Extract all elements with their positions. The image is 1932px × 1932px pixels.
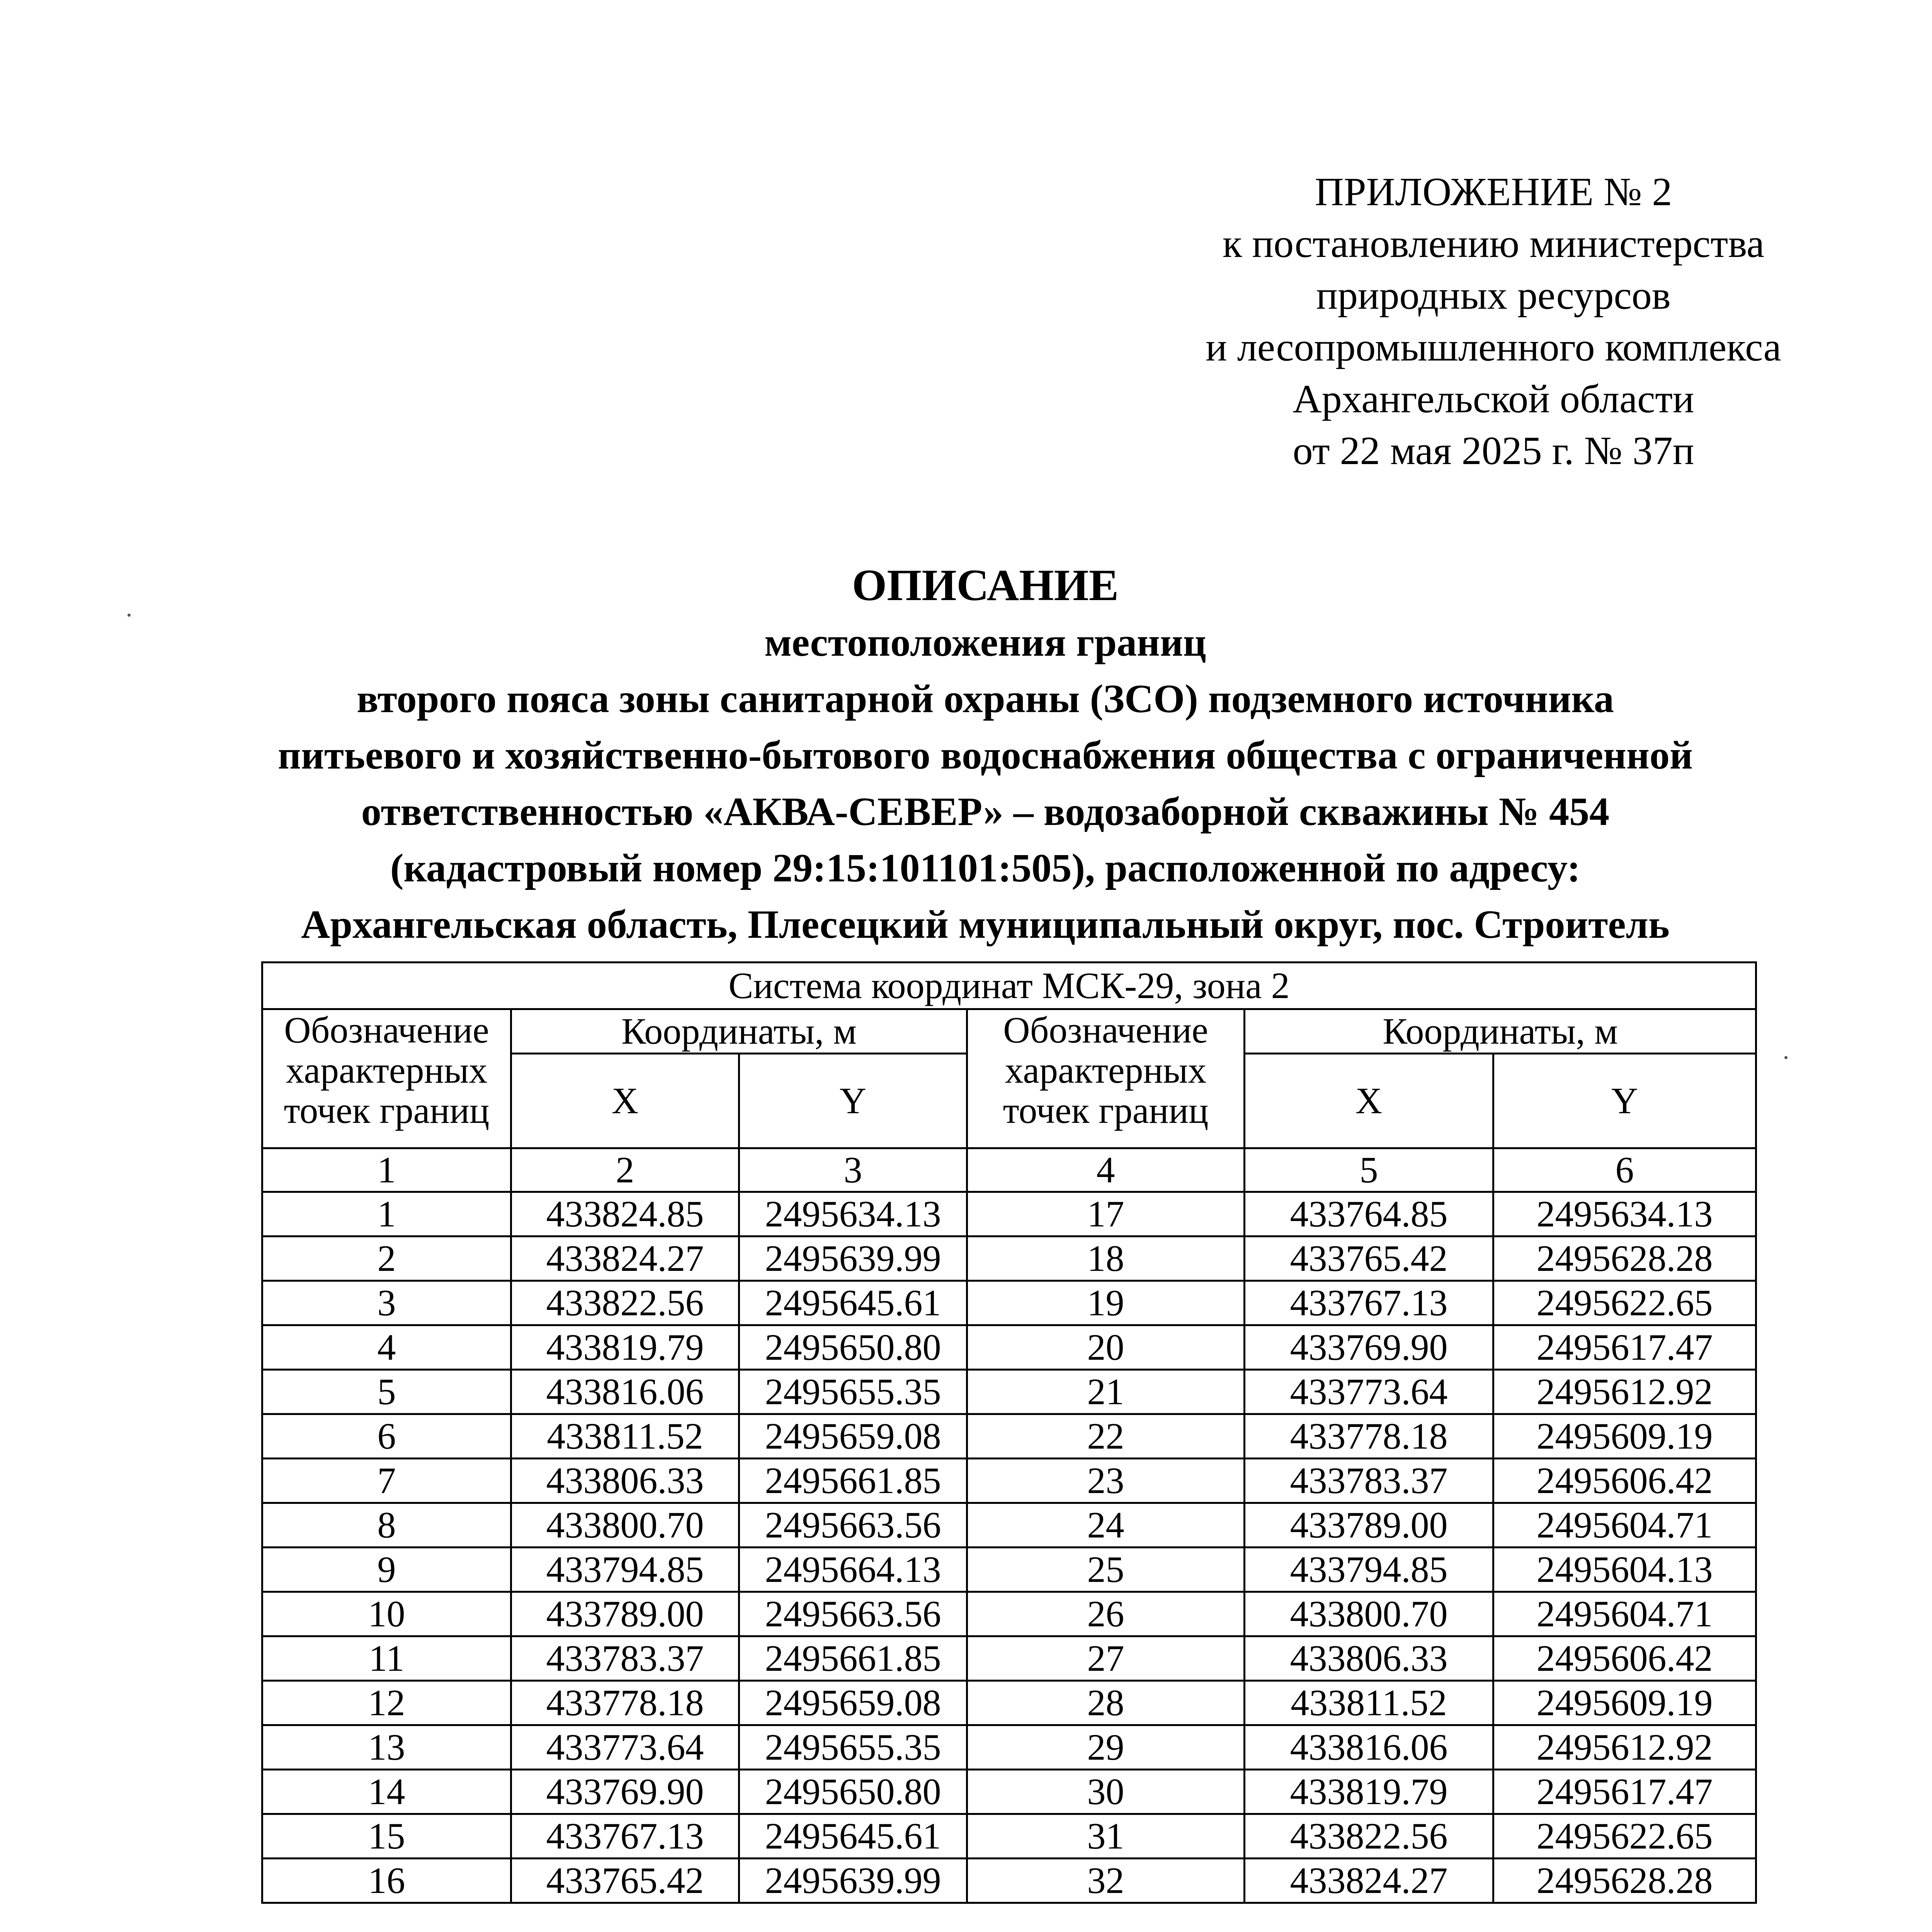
x-header: X: [511, 1054, 739, 1148]
point-number: 30: [967, 1770, 1245, 1814]
appendix-line: Архангельской области: [1293, 377, 1694, 421]
coordinates-table: [261, 961, 1757, 1904]
point-number: 10: [262, 1592, 511, 1636]
table-row: [262, 1281, 1756, 1325]
point-number: 6: [262, 1414, 511, 1459]
coord-x: 433767.13: [1245, 1281, 1493, 1325]
column-number: 6: [1493, 1148, 1756, 1192]
appendix-line: ПРИЛОЖЕНИЕ № 2: [1315, 170, 1672, 214]
point-number: 12: [262, 1681, 511, 1725]
point-number: 16: [262, 1859, 511, 1903]
point-number: 27: [967, 1636, 1245, 1681]
coord-y: 2495659.08: [739, 1681, 967, 1725]
title-line: местоположения границ: [764, 620, 1206, 665]
coord-x: 433794.85: [1245, 1548, 1493, 1592]
coord-x: 433794.85: [511, 1548, 739, 1592]
scan-speck: [128, 614, 131, 617]
coord-x: 433765.42: [1245, 1236, 1493, 1281]
coord-y: 2495655.35: [739, 1725, 967, 1770]
document-title: [116, 556, 1855, 953]
coord-y: 2495634.13: [739, 1192, 967, 1236]
column-number-row: [262, 1148, 1756, 1192]
coord-y: 2495606.42: [1493, 1459, 1756, 1503]
point-number: 23: [967, 1459, 1245, 1503]
table-row: [262, 1814, 1756, 1859]
system-row: [262, 963, 1756, 1009]
coords-header: Координаты, м: [1245, 1009, 1756, 1054]
coord-x: 433824.27: [1245, 1859, 1493, 1903]
point-number: 7: [262, 1459, 511, 1503]
table-row: [262, 1503, 1756, 1548]
coord-x: 433769.90: [1245, 1325, 1493, 1370]
point-number: 9: [262, 1548, 511, 1592]
coord-x: 433767.13: [511, 1814, 739, 1859]
coord-y: 2495639.99: [739, 1859, 967, 1903]
table-row: [262, 1414, 1756, 1459]
scan-speck: [1784, 1056, 1787, 1059]
coord-y: 2495628.28: [1493, 1236, 1756, 1281]
table-row: [262, 1725, 1756, 1770]
coord-x: 433769.90: [511, 1770, 739, 1814]
coord-x: 433764.85: [1245, 1192, 1493, 1236]
point-number: 24: [967, 1503, 1245, 1548]
point-number: 25: [967, 1548, 1245, 1592]
coord-x: 433783.37: [511, 1636, 739, 1681]
title-line: Архангельская область, Плесецкий муниципальный округ, пос. Строитель: [301, 902, 1670, 947]
y-header: Y: [1493, 1054, 1756, 1148]
point-number: 11: [262, 1636, 511, 1681]
point-header: Обозначение характерных точек границ: [967, 1009, 1245, 1148]
coord-y: 2495617.47: [1493, 1325, 1756, 1370]
coord-x: 433783.37: [1245, 1459, 1493, 1503]
appendix-line: и лесопромышленного комплекса: [1206, 325, 1781, 369]
column-number: 3: [739, 1148, 967, 1192]
coord-y: 2495609.19: [1493, 1414, 1756, 1459]
coord-x: 433778.18: [1245, 1414, 1493, 1459]
table-row: [262, 1859, 1756, 1903]
coords-header: Координаты, м: [511, 1009, 967, 1054]
coord-y: 2495639.99: [739, 1236, 967, 1281]
appendix-line: к постановлению министерства: [1222, 221, 1765, 266]
coord-y: 2495661.85: [739, 1636, 967, 1681]
coord-y: 2495645.61: [739, 1814, 967, 1859]
column-number: 4: [967, 1148, 1245, 1192]
point-number: 13: [262, 1725, 511, 1770]
table-row: [262, 1770, 1756, 1814]
point-number: 31: [967, 1814, 1245, 1859]
coord-x: 433806.33: [511, 1459, 739, 1503]
coord-x: 433811.52: [511, 1414, 739, 1459]
coord-y: 2495612.92: [1493, 1725, 1756, 1770]
point-header: Обозначение характерных точек границ: [262, 1009, 511, 1148]
coord-y: 2495622.65: [1493, 1814, 1756, 1859]
coord-x: 433800.70: [511, 1503, 739, 1548]
coord-x: 433816.06: [1245, 1725, 1493, 1770]
x-header: X: [1245, 1054, 1493, 1148]
y-header: Y: [739, 1054, 967, 1148]
point-number: 18: [967, 1236, 1245, 1281]
table-row: [262, 1192, 1756, 1236]
table-row: [262, 1548, 1756, 1592]
coord-x: 433819.79: [1245, 1770, 1493, 1814]
point-number: 28: [967, 1681, 1245, 1725]
column-number: 5: [1245, 1148, 1493, 1192]
table-row: [262, 1370, 1756, 1414]
appendix-line: природных ресурсов: [1316, 273, 1671, 318]
point-number: 26: [967, 1592, 1245, 1636]
point-number: 3: [262, 1281, 511, 1325]
point-number: 15: [262, 1814, 511, 1859]
coord-y: 2495604.71: [1493, 1592, 1756, 1636]
coord-y: 2495604.13: [1493, 1548, 1756, 1592]
coord-x: 433789.00: [1245, 1503, 1493, 1548]
coord-y: 2495609.19: [1493, 1681, 1756, 1725]
appendix-header: [1113, 166, 1874, 477]
table-row: [262, 1681, 1756, 1725]
table-row: [262, 1325, 1756, 1370]
coord-x: 433778.18: [511, 1681, 739, 1725]
coord-y: 2495655.35: [739, 1370, 967, 1414]
point-number: 5: [262, 1370, 511, 1414]
point-number: 14: [262, 1770, 511, 1814]
table-row: [262, 1636, 1756, 1681]
coord-y: 2495650.80: [739, 1325, 967, 1370]
coord-x: 433816.06: [511, 1370, 739, 1414]
table-row: [262, 1236, 1756, 1281]
coord-x: 433773.64: [1245, 1370, 1493, 1414]
coord-y: 2495628.28: [1493, 1859, 1756, 1903]
coord-x: 433800.70: [1245, 1592, 1493, 1636]
coord-y: 2495634.13: [1493, 1192, 1756, 1236]
coord-x: 433824.27: [511, 1236, 739, 1281]
coordinate-system-label: Система координат МСК-29, зона 2: [262, 963, 1756, 1009]
point-number: 17: [967, 1192, 1245, 1236]
title-line: второго пояса зоны санитарной охраны (ЗСО) подземного источника: [357, 677, 1614, 721]
coord-x: 433789.00: [511, 1592, 739, 1636]
point-number: 22: [967, 1414, 1245, 1459]
header-row: [262, 1009, 1756, 1054]
table-row: [262, 1592, 1756, 1636]
coord-x: 433811.52: [1245, 1681, 1493, 1725]
point-number: 32: [967, 1859, 1245, 1903]
title-line: питьевого и хозяйственно-бытового водоснабжения общества с ограниченной: [278, 733, 1693, 777]
coord-x: 433824.85: [511, 1192, 739, 1236]
coord-x: 433819.79: [511, 1325, 739, 1370]
coord-y: 2495604.71: [1493, 1503, 1756, 1548]
title-line: (кадастровый номер 29:15:101101:505), расположенной по адресу:: [390, 846, 1581, 890]
coord-y: 2495659.08: [739, 1414, 967, 1459]
coord-y: 2495663.56: [739, 1503, 967, 1548]
coord-x: 433806.33: [1245, 1636, 1493, 1681]
point-number: 29: [967, 1725, 1245, 1770]
coord-y: 2495663.56: [739, 1592, 967, 1636]
appendix-line: от 22 мая 2025 г. № 37п: [1293, 429, 1694, 473]
point-number: 20: [967, 1325, 1245, 1370]
title-main: ОПИСАНИЕ: [852, 561, 1119, 610]
point-number: 2: [262, 1236, 511, 1281]
coord-y: 2495617.47: [1493, 1770, 1756, 1814]
point-number: 8: [262, 1503, 511, 1548]
point-number: 4: [262, 1325, 511, 1370]
point-number: 19: [967, 1281, 1245, 1325]
column-number: 1: [262, 1148, 511, 1192]
coord-x: 433822.56: [1245, 1814, 1493, 1859]
title-line: ответственностью «АКВА-СЕВЕР» – водозаборной скважины № 454: [361, 789, 1610, 834]
point-number: 1: [262, 1192, 511, 1236]
coord-y: 2495612.92: [1493, 1370, 1756, 1414]
coord-y: 2495661.85: [739, 1459, 967, 1503]
coord-y: 2495606.42: [1493, 1636, 1756, 1681]
coord-y: 2495650.80: [739, 1770, 967, 1814]
table-row: [262, 1459, 1756, 1503]
coord-y: 2495622.65: [1493, 1281, 1756, 1325]
coord-x: 433773.64: [511, 1725, 739, 1770]
coord-y: 2495664.13: [739, 1548, 967, 1592]
column-number: 2: [511, 1148, 739, 1192]
coord-x: 433765.42: [511, 1859, 739, 1903]
point-number: 21: [967, 1370, 1245, 1414]
coord-x: 433822.56: [511, 1281, 739, 1325]
coord-y: 2495645.61: [739, 1281, 967, 1325]
